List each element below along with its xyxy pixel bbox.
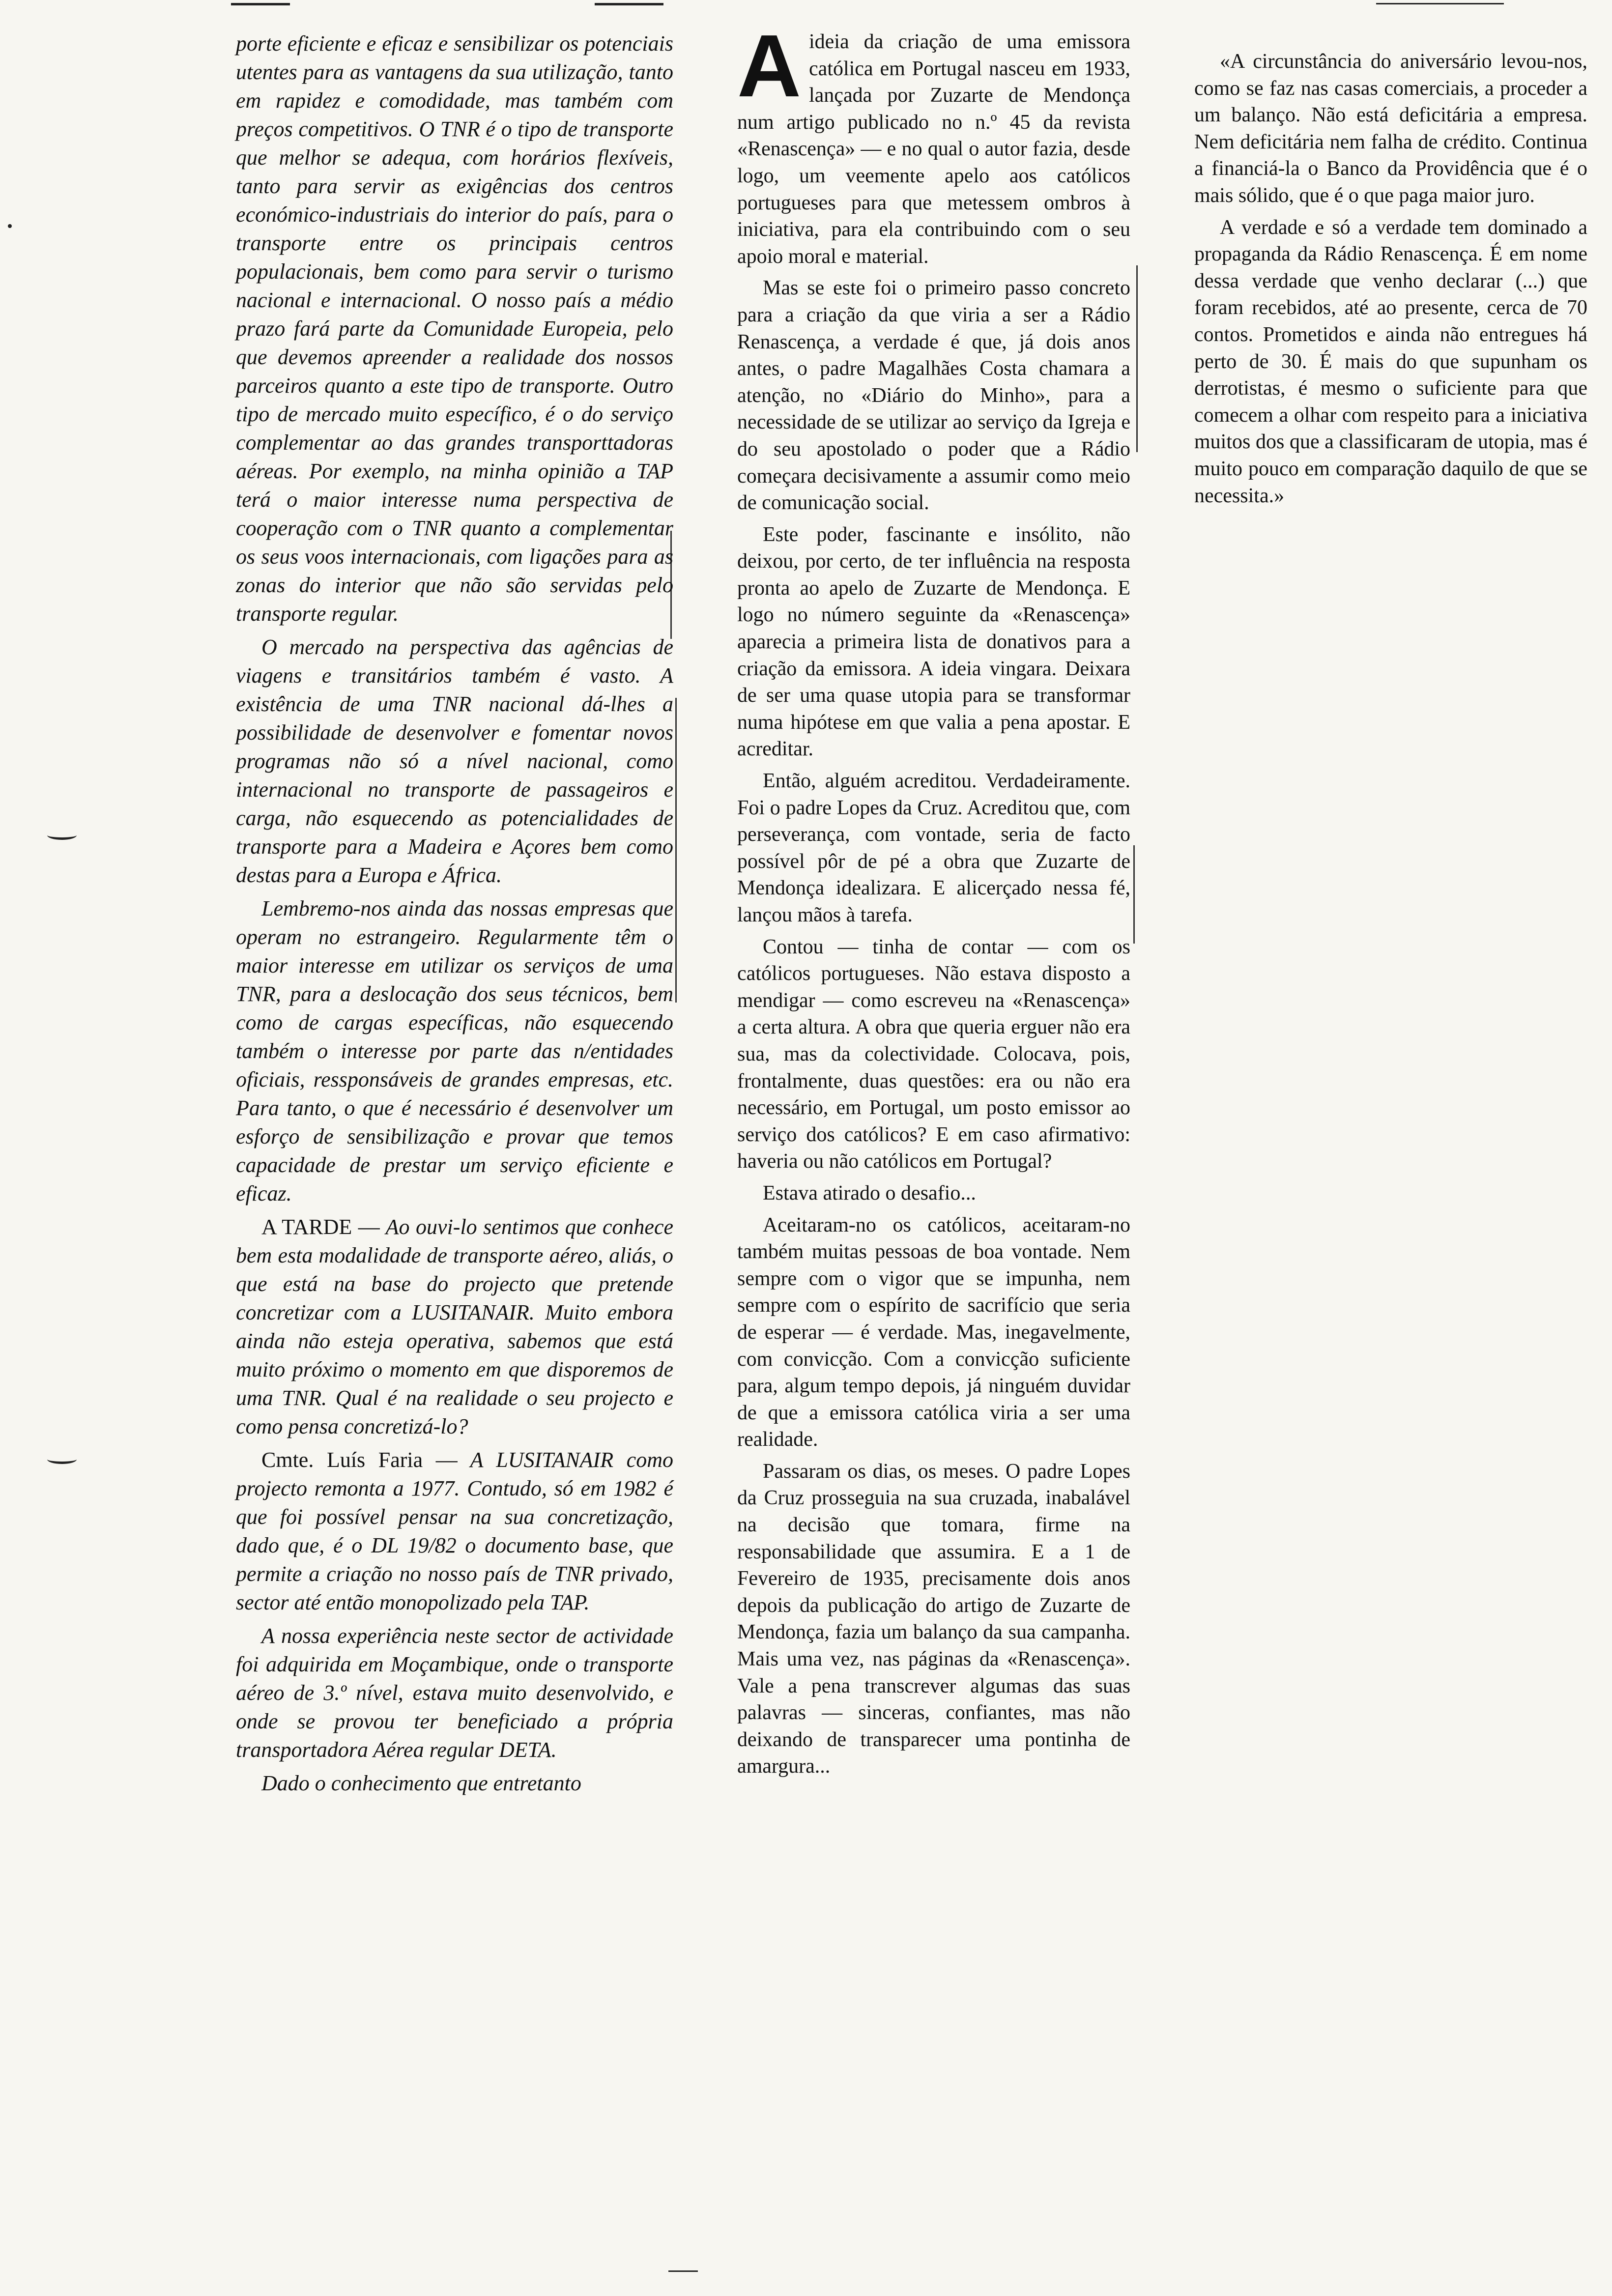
left-paragraph-4 [236,1213,673,1441]
bottom-rule [668,2270,698,2272]
left-column [236,29,673,1803]
mid-paragraph-1 [737,17,1130,270]
mid-paragraph-1-text: ideia da criação de uma emissora católica em Portugal nasceu em 1933, lançada por Zuzarte de Mendonça num artigo publicado no n.º 45 da revista «Renascença» — e no qual o autor fazia, desde logo, um veemente apelo aos católicos portugueses para que metessem ombros à iniciativa, para ela contribuindo com o seu apoio moral e material. [737,30,1130,268]
left-paragraph-2: O mercado na perspectiva das agências de viagens e transitários também é vasto. A existência de uma TNR nacional dá-lhes a possibilidade de desenvolver e fomentar novos programas não só a nível nacional, como internacional no transporte de passageiros e carga, não esquecendo as potencialidades de transporte para a Madeira e Açores bem como destas para a Europa e África. [236,635,673,887]
right-column [1194,48,1587,514]
left-paragraph-3: Lembremo-nos ainda das nossas empresas que operam no estrangeiro. Regularmente têm o maior interesse em utilizar os serviços de uma TNR, para a deslocação dos seus técnicos, bem como de cargas específicas, não esquecendo também o interesse por parte das n/entidades oficiais, ressponsáveis de grandes empresas, etc. Para tanto, o que é necessário é desenvolver um esforço de sensibilização e provar que temos capacidade de prestar um serviço eficiente e eficaz. [236,896,673,1205]
mid-paragraph-5: Contou — tinha de contar — com os católicos portugueses. Não estava disposto a mendigar — como escreveu na «Renascença» a certa altura. A obra que queria erguer não era sua, mas da colectividade. Colocava, pois, frontalmente, duas questões: era ou não era necessário, em Portugal, um posto emissor ao serviço dos católicos? E em caso afirmativo: haveria ou não católicos em Portugal? [737,935,1130,1173]
margin-mark-top [47,831,77,840]
left-paragraph-6: A nossa experiência neste sector de actividade foi adquirida em Moçambique, onde o transporte aéreo de 3.º nível, estava muito desenvolvido, e onde se provou ter beneficiado a própria transportadora Aérea regular DETA. [236,1624,673,1762]
margin-mark-bottom [47,1455,77,1464]
middle-column [737,17,1130,1785]
mid-paragraph-4: Então, alguém acreditou. Verdadeiramente. Foi o padre Lopes da Cruz. Acreditou que, com perseverança, com vontade, seria de facto possível pôr de pé a obra que Zuzarte de Mendonça idealizara. E alicerçado nessa fé, lançou mãos à tarefa. [737,770,1130,926]
interviewee-answer: A LUSITANAIR como projecto remonta a 1977. Contudo, só em 1982 é que foi possível pensar na sua concretização, dado que, é o DL 19/82 o documento base, que permite a criação no nosso país de TNR privado, sector até então monopolizado pela TAP. [236,1448,673,1614]
column-rule-3 [1136,265,1138,452]
right-paragraph-1: «A circunstância do aniversário levou-nos, como se faz nas casas comerciais, a proceder a um balanço. Não está deficitária a empresa. Nem deficitária nem falha de crédito. Continua a financiá-la o Banco da Providência que é o mais sólido, que é o que paga maior juro. [1194,50,1587,207]
drop-cap: A [737,17,801,115]
column-rule-4 [1133,845,1135,944]
mid-paragraph-7: Aceitaram-no os católicos, aceitaram-no também muitas pessoas de boa vontade. Nem sempre com o vigor que se impunha, nem sempre com o espírito de sacrifício que seria de esperar — é verdade. Mas, inegavelmente, com convicção. Com a convicção suficiente para, algum tempo depois, já ninguém duvidar de que a emissora católica viria a ser uma realidade. [737,1213,1130,1451]
interviewee-label: Cmte. Luís Faria — [261,1448,458,1472]
mid-paragraph-2: Mas se este foi o primeiro passo concreto para a criação da que viria a ser a Rádio Renascença, a verdade é que, já dois anos antes, o padre Magalhães Costa chamara a atenção, no «Diário do Minho», para a necessidade de se utilizar ao serviço da Igreja e do seu apostolado o poder que a Rádio começara decisivamente a assumir como meio de comunicação social. [737,277,1130,515]
mid-paragraph-8: Passaram os dias, os meses. O padre Lopes da Cruz prosseguia na sua cruzada, inabalável na decisão que tomara, firme na responsabilidade que assumira. E a 1 de Fevereiro de 1935, precisamente dois anos depois da publicação do artigo de Zuzarte de Mendonça, fazia um balanço da sua campanha. Mais uma vez, nas páginas da «Renascença». Vale a pena transcrever algumas das suas palavras — sinceras, confiantes, mas não deixando de transparecer uma pontinha de amargura... [737,1460,1130,1778]
top-rule-left [231,3,290,5]
left-paragraph-7: Dado o conhecimento que entretanto [261,1771,581,1795]
margin-dot [8,224,12,228]
right-paragraph-2: A verdade e só a verdade tem dominado a propaganda da Rádio Renascença. É em nome dessa verdade que venho declarar (...) que foram recebidos, até ao presente, cerca de 70 contos. Prometidos e ainda não entregues há perto de 30. É mais do que supunham os derrotistas, é mesmo o suficiente para que comecem a olhar com respeito para a iniciativa muitos dos que a classificaram de utopia, mas é muito pouco em comparação daquilo de que se necessita.» [1194,216,1587,507]
top-rule-right [595,3,663,5]
mid-paragraph-3: Este poder, fascinante e insólito, não deixou, por certo, de ter influência na resposta pronta ao apelo de Zuzarte de Mendonça. E logo no número seguinte da «Renascença» aparecia a primeira lista de donativos para a criação da emissora. A ideia vingara. Deixara de ser uma quase utopia para se transformar numa hipótese em que valia a pena apostar. E acreditar. [737,523,1130,761]
left-paragraph-5 [236,1446,673,1617]
top-rule-far-right [1376,3,1504,4]
interviewer-label: A TARDE — [261,1215,380,1239]
column-rule-2 [675,698,677,1003]
interviewer-question: Ao ouvi-lo sentimos que conhece bem esta modalidade de transporte aéreo, aliás, o que está na base do projecto que pretende concretizar com a LUSITANAIR. Muito embora ainda não esteja operativa, sabemos que está muito próximo o momento em que disporemos de uma TNR. Qual é na realidade o seu projecto e como pensa concretizá-lo? [236,1215,673,1438]
mid-paragraph-6: Estava atirado o desafio... [763,1181,976,1205]
left-paragraph-1: porte eficiente e eficaz e sensibilizar os potenciais utentes para as vantagens da sua utilização, tanto em rapidez e comodidade, mas também com preços competitivos. O TNR é o tipo de transporte que melhor se adequa, com horários flexíveis, tanto para servir as exigências dos centros económico-industriais do interior do país, para o transporte entre os principais centros populacionais, bem como para servir o turismo nacional e internacional. O nosso país a médio prazo fará parte da Comunidade Europeia, pelo que devemos apreender a realidade dos nossos parceiros quanto a este tipo de transporte. Outro tipo de mercado muito específico, é o do serviço complementar ao das grandes transporttadoras aéreas. Por exemplo, na minha opinião a TAP terá o maior interesse numa perspectiva de cooperação com o TNR quanto a complementar os seus voos internacionais, com ligações para as zonas do interior que não são servidas pelo transporte regular. [236,31,673,626]
